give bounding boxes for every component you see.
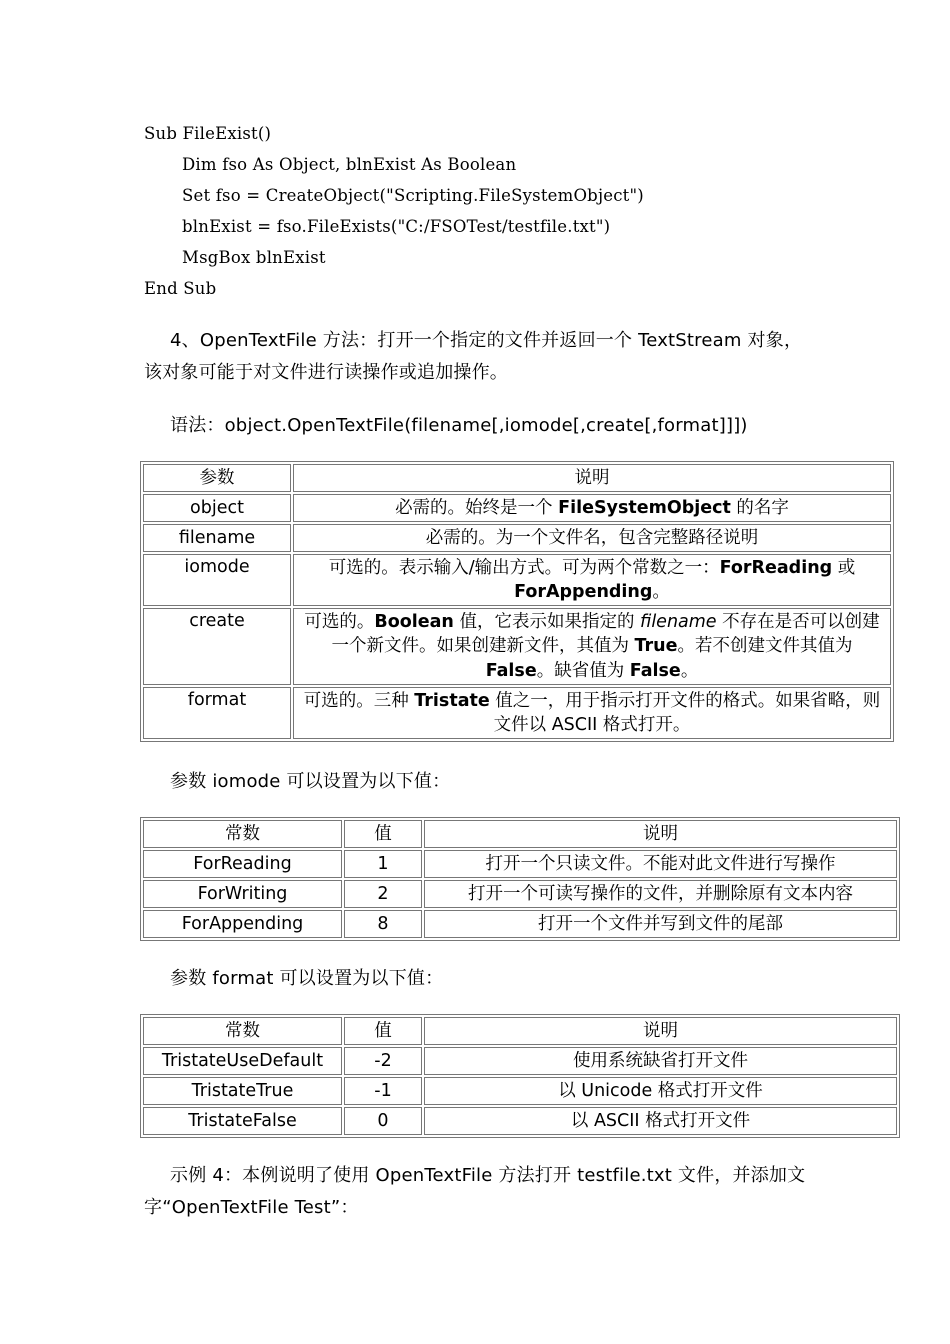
format-intro-text: 参数 format 可以设置为以下值：	[170, 968, 444, 989]
value-cell: 0	[344, 1107, 422, 1135]
example-4-line-2: 字“OpenTextFile Test”：	[144, 1197, 359, 1218]
constant-cell: TristateUseDefault	[143, 1047, 342, 1075]
header-cell: 参数	[143, 464, 291, 492]
example-4-line-1: 示例 4：本例说明了使用 OpenTextFile 方法打开 testfile.txt 文件，并添加文	[170, 1165, 806, 1186]
param-name-cell: create	[143, 608, 291, 685]
header-cell: 常数	[143, 820, 342, 848]
description-cell: 打开一个只读文件。不能对此文件进行写操作	[424, 850, 897, 878]
value-cell: -2	[344, 1047, 422, 1075]
code-block	[144, 118, 644, 304]
code-line: MsgBox blnExist	[182, 248, 326, 267]
table-header-row	[143, 1017, 897, 1045]
param-desc-cell: 可选的。三种 Tristate 值之一，用于指示打开文件的格式。如果省略，则文件以 ASCII 格式打开。	[293, 687, 891, 739]
code-line: Set fso = CreateObject("Scripting.FileSystemObject")	[182, 186, 644, 205]
param-desc-cell: 可选的。Boolean 值，它表示如果指定的 filename 不存在是否可以创建一个新文件。如果创建新文件，其值为 True。若不创建文件其值为 False。缺省值为 False。	[293, 608, 891, 685]
code-line: Sub FileExist()	[144, 124, 272, 143]
section-4-line-2: 该对象可能于对文件进行读操作或追加操作。	[144, 362, 508, 383]
param-desc-cell: 必需的。为一个文件名，包含完整路径说明	[293, 524, 891, 552]
section-4-paragraph	[144, 325, 802, 389]
constant-cell: ForReading	[143, 850, 342, 878]
table-row	[143, 910, 897, 938]
code-line: Dim fso As Object, blnExist As Boolean	[182, 155, 517, 174]
description-cell: 以 Unicode 格式打开文件	[424, 1077, 897, 1105]
syntax-line	[144, 410, 748, 442]
format-intro	[144, 963, 443, 995]
header-cell: 说明	[424, 820, 897, 848]
example-4-paragraph	[144, 1160, 805, 1224]
syntax-text: 语法：object.OpenTextFile(filename[,iomode[,create[,format]]])	[170, 415, 748, 436]
table-row	[143, 850, 897, 878]
header-cell: 常数	[143, 1017, 342, 1045]
table-row	[143, 687, 891, 739]
param-desc-cell: 必需的。始终是一个 FileSystemObject 的名字	[293, 494, 891, 522]
header-cell: 说明	[293, 464, 891, 492]
table-row	[143, 608, 891, 685]
header-cell: 值	[344, 820, 422, 848]
constant-cell: ForAppending	[143, 910, 342, 938]
description-cell: 打开一个可读写操作的文件，并删除原有文本内容	[424, 880, 897, 908]
params-table	[140, 461, 894, 742]
param-name-cell: format	[143, 687, 291, 739]
iomode-intro	[144, 766, 450, 798]
table-row	[143, 494, 891, 522]
table-row	[143, 1077, 897, 1105]
header-cell: 值	[344, 1017, 422, 1045]
description-cell: 打开一个文件并写到文件的尾部	[424, 910, 897, 938]
param-name-cell: filename	[143, 524, 291, 552]
table-row	[143, 524, 891, 552]
format-table	[140, 1014, 900, 1138]
value-cell: 8	[344, 910, 422, 938]
value-cell: 1	[344, 850, 422, 878]
value-cell: 2	[344, 880, 422, 908]
header-cell: 说明	[424, 1017, 897, 1045]
description-cell: 使用系统缺省打开文件	[424, 1047, 897, 1075]
constant-cell: ForWriting	[143, 880, 342, 908]
section-4-line-1: 4、OpenTextFile 方法：打开一个指定的文件并返回一个 TextStream 对象，	[170, 330, 803, 351]
description-cell: 以 ASCII 格式打开文件	[424, 1107, 897, 1135]
iomode-table	[140, 817, 900, 941]
code-line: End Sub	[144, 279, 217, 298]
iomode-intro-text: 参数 iomode 可以设置为以下值：	[170, 771, 451, 792]
table-row	[143, 880, 897, 908]
param-name-cell: object	[143, 494, 291, 522]
table-row	[143, 1107, 897, 1135]
table-header-row	[143, 464, 891, 492]
table-row	[143, 554, 891, 606]
constant-cell: TristateFalse	[143, 1107, 342, 1135]
param-desc-cell: 可选的。表示输入/输出方式。可为两个常数之一：ForReading 或 ForAppending。	[293, 554, 891, 606]
constant-cell: TristateTrue	[143, 1077, 342, 1105]
param-name-cell: iomode	[143, 554, 291, 606]
table-row	[143, 1047, 897, 1075]
table-header-row	[143, 820, 897, 848]
value-cell: -1	[344, 1077, 422, 1105]
code-line: blnExist = fso.FileExists("C:/FSOTest/testfile.txt")	[182, 217, 611, 236]
